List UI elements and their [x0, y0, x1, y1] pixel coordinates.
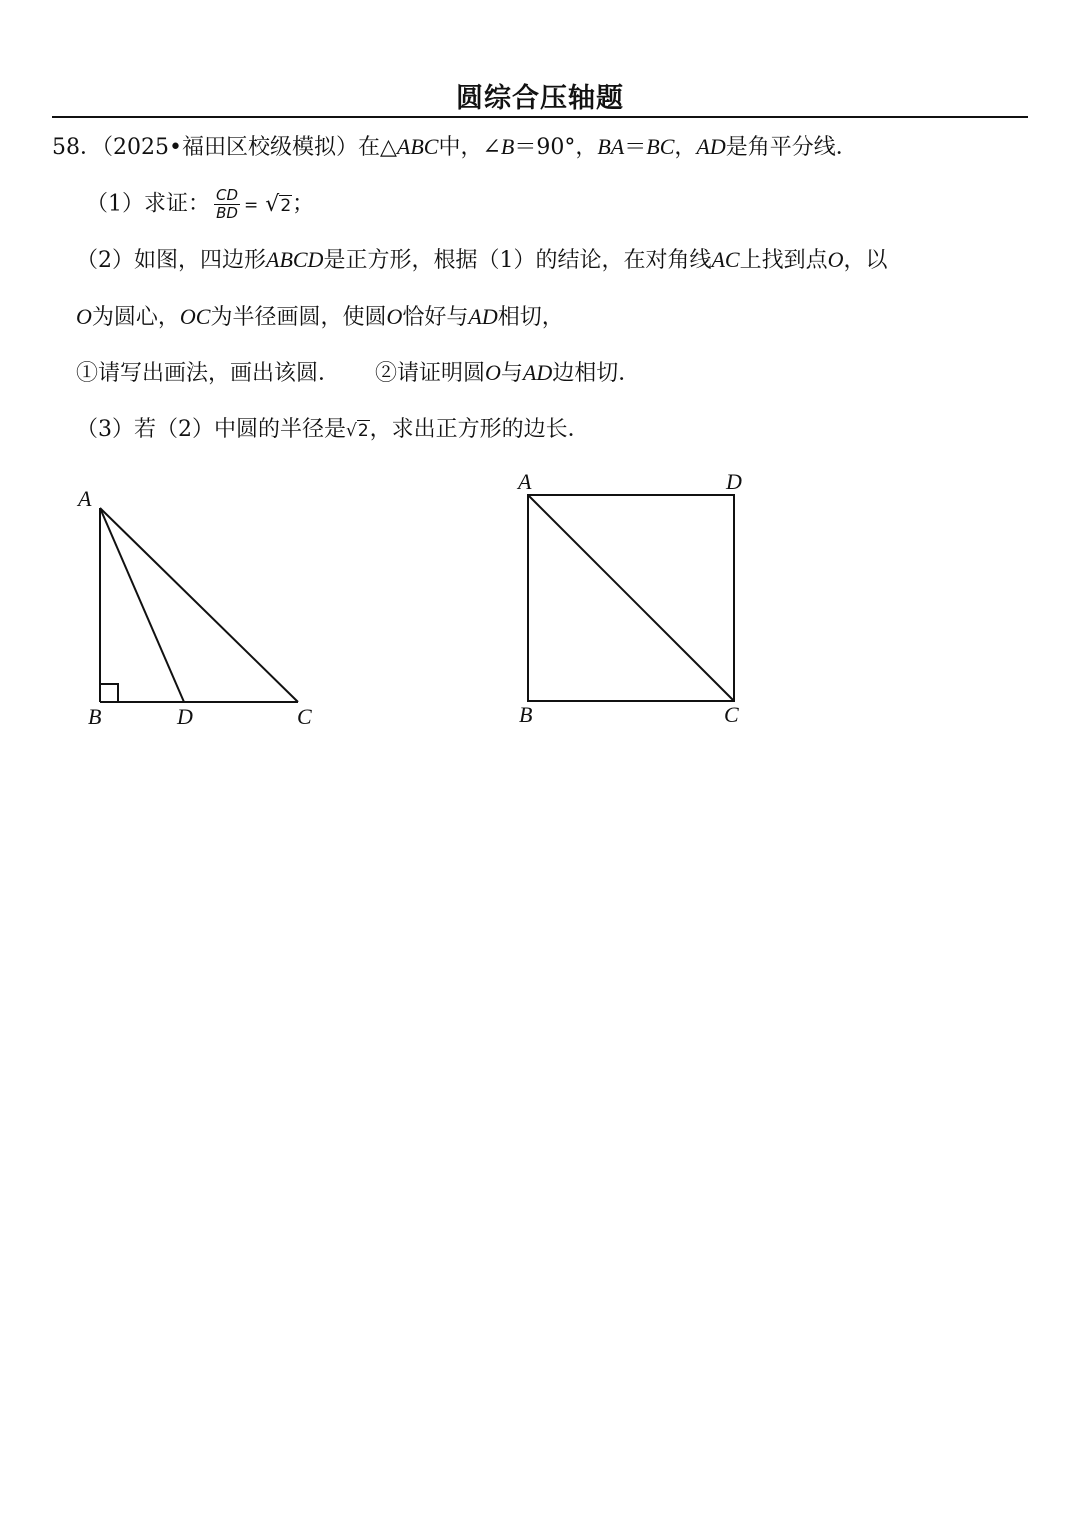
subquestion-2-var: O — [485, 360, 501, 385]
side-ac — [100, 508, 298, 702]
subquestion-2-text: ②请证明圆 — [374, 361, 485, 386]
page-title: 圆综合压轴题 — [456, 83, 624, 114]
sqrt-symbol: √ — [265, 191, 280, 217]
part2-text: （2）如图，四边形 — [76, 248, 266, 273]
right-angle-mark — [100, 684, 118, 702]
problem-number: 58． — [52, 135, 102, 160]
part2-var: AC — [711, 247, 740, 272]
stem-text: 中，∠ — [438, 135, 501, 160]
label-d: D — [726, 469, 742, 494]
part2-text: 恰好与 — [402, 305, 469, 330]
stem-text: ＝90°， — [514, 135, 598, 160]
stem-var: B — [500, 134, 515, 159]
stem-text: 在△ — [357, 135, 397, 160]
fraction-denominator: BD — [216, 204, 238, 222]
part2-var: O — [827, 247, 844, 272]
part2-var: AD — [468, 304, 498, 329]
part2-var: O — [76, 304, 92, 329]
part3-text: （3）若（2）中圆的半径是 — [76, 417, 346, 442]
label-a: A — [78, 486, 92, 511]
subquestion-2-text: 与 — [500, 361, 523, 386]
label-b: B — [88, 704, 102, 729]
label-a: A — [518, 469, 532, 494]
fraction-numerator: CD — [216, 186, 239, 204]
bisector-ad — [100, 508, 184, 702]
part2-text: 为圆心， — [91, 305, 180, 330]
part3-text: ，求出正方形的边长． — [369, 417, 590, 442]
stem-var: BC — [646, 134, 675, 159]
stem-text: 是角平分线． — [725, 135, 858, 160]
part2-var: ABCD — [266, 247, 324, 272]
square-figure — [528, 495, 734, 701]
part2-text: 为半径画圆，使圆 — [210, 305, 387, 330]
radicand: 2 — [357, 421, 369, 441]
label-d: D — [177, 704, 193, 729]
problem-source: （2025•福田区校级模拟） — [102, 135, 358, 160]
part2-text: ，以 — [843, 248, 888, 273]
stem-text: ＝ — [624, 135, 647, 160]
subquestion-2-var: AD — [522, 360, 553, 385]
radicand: 2 — [280, 195, 292, 216]
label-b: B — [519, 702, 533, 727]
stem-var: BA — [597, 134, 625, 159]
part2-text: 相切， — [497, 305, 564, 330]
sqrt-symbol: √ — [346, 421, 357, 441]
triangle-figure — [100, 508, 298, 702]
stem-var: ABC — [396, 134, 439, 159]
subquestion-1: ①请写出画法，画出该圆． — [76, 361, 341, 386]
part1-text: （1）求证： — [86, 191, 210, 217]
label-c: C — [724, 702, 739, 727]
label-c: C — [297, 704, 312, 729]
stem-var: AD — [696, 134, 726, 159]
equals-sign: = — [244, 195, 259, 216]
part2-var: OC — [179, 304, 211, 329]
stem-text: ， — [674, 135, 697, 160]
part1-end: ； — [292, 191, 315, 217]
diagonal-ac — [528, 495, 734, 701]
subquestion-2-text: 边相切． — [552, 361, 641, 386]
part2-text: 是正方形，根据（1）的结论，在对角线 — [323, 248, 712, 273]
part2-var: O — [386, 304, 403, 329]
part2-text: 上找到点 — [739, 248, 828, 273]
